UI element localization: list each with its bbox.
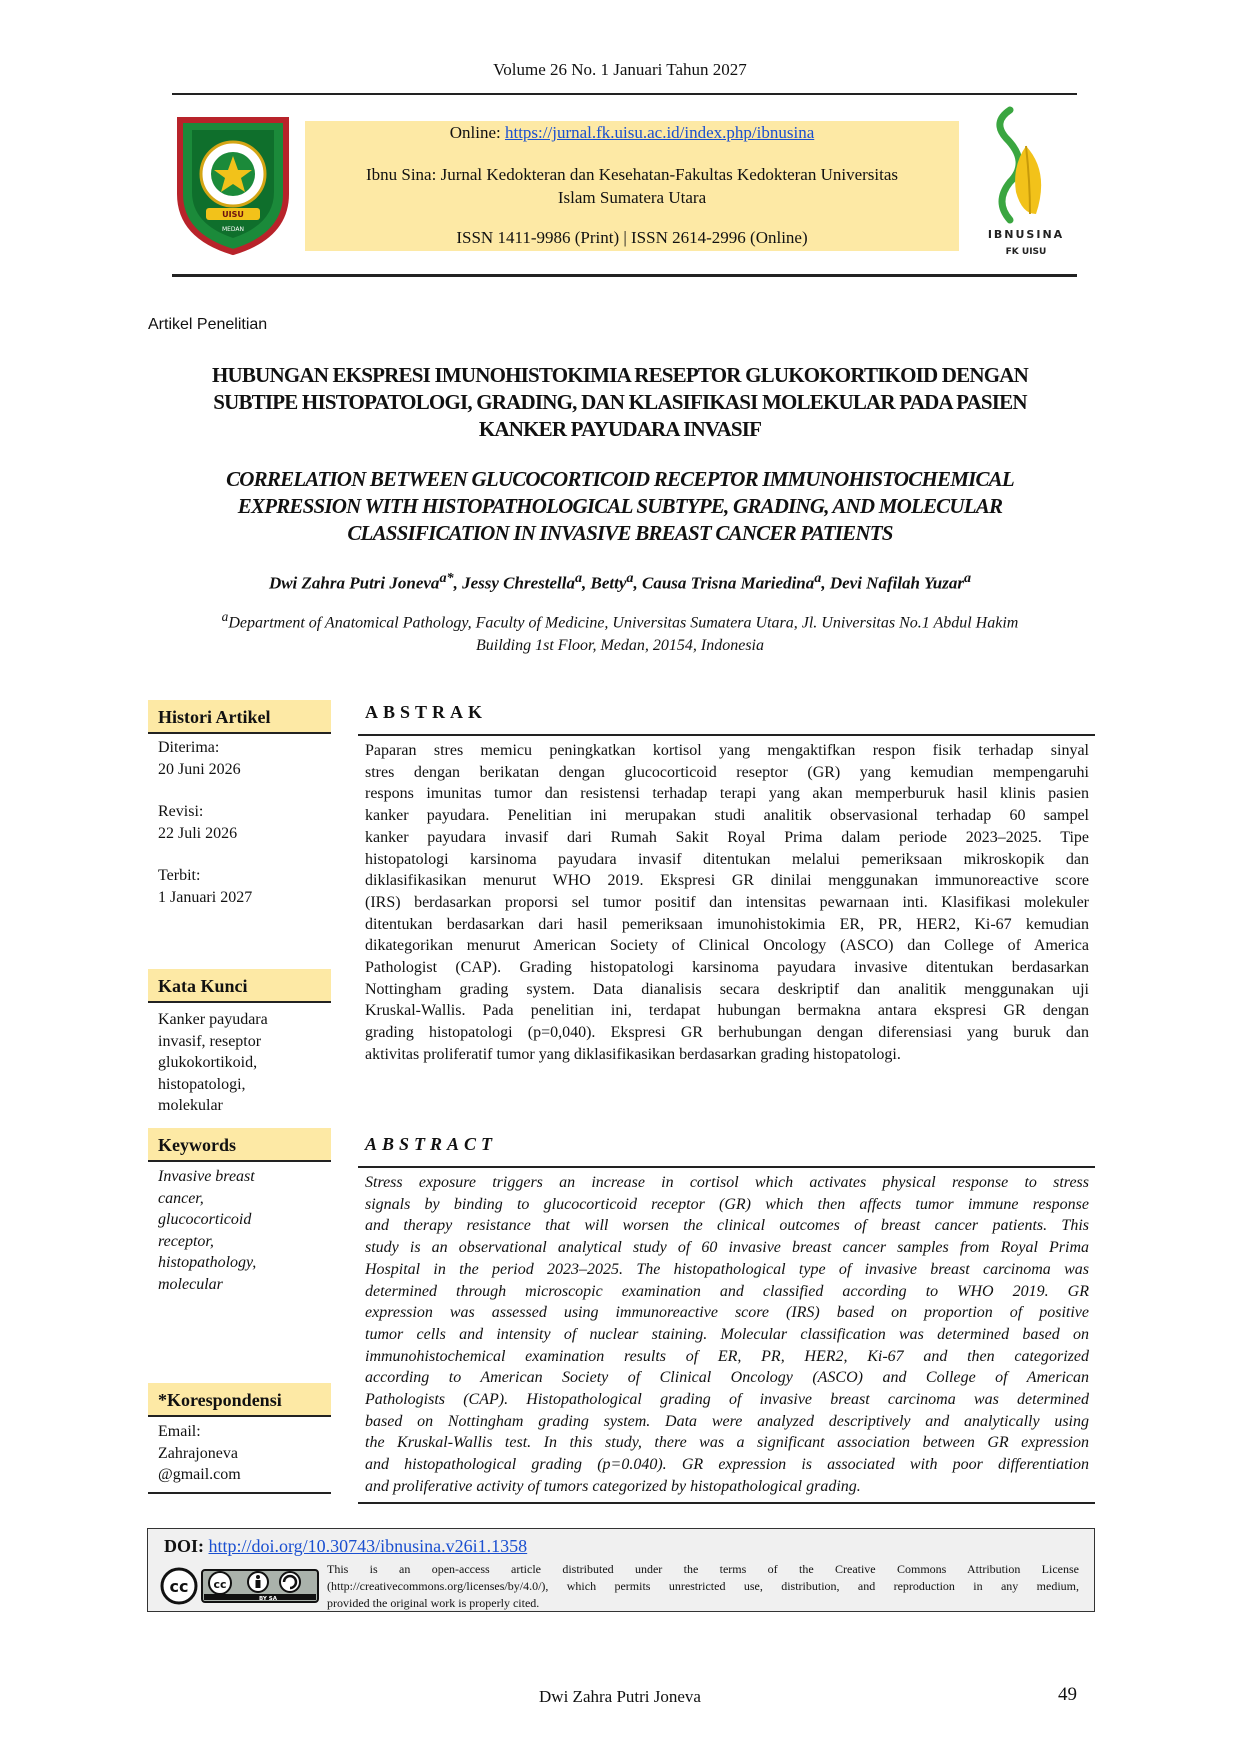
- published-date: 1 Januari 2027: [158, 888, 253, 906]
- abstract-line: Pathologists (CAP). Histopathological grading of invasive breast carcinoma was determined: [365, 1391, 1089, 1409]
- abstrak-top-rule: [358, 734, 1095, 736]
- title-id-line1: HUBUNGAN EKSPRESI IMUNOHISTOKIMIA RESEPTOR GLUKOKORTIKOID DENGAN: [211, 363, 1028, 387]
- title-en-line2: EXPRESSION WITH HISTOPATHOLOGICAL SUBTYPE, GRADING, AND MOLECULAR: [237, 494, 1003, 518]
- sidebar-bottom-rule: [148, 1492, 331, 1494]
- abstrak-line: diklasifikasikan menurut WHO 2019. Ekspresi GR dinilai menggunakan immunoreactive score: [365, 872, 1089, 890]
- abstract-line: the Kruskal-Wallis test. In this study, there was a significant association between GR expression: [365, 1434, 1089, 1452]
- title-id-line2: SUBTIPE HISTOPATOLOGI, GRADING, DAN KLASIFIKASI MOLEKULAR PADA PASIEN: [213, 390, 1027, 414]
- author-affil-mark: a: [814, 570, 822, 586]
- header-top-rule: [172, 93, 1077, 95]
- license-line: provided the original work is properly cited.: [327, 1596, 540, 1610]
- abstrak-body: [365, 740, 1089, 1066]
- author-name: Causa Trisna Mariedina: [642, 573, 815, 593]
- uisu-logo: [176, 116, 290, 256]
- affiliation-line2: Building 1st Floor, Medan, 20154, Indonesia: [476, 637, 764, 655]
- doi-line: [164, 1536, 527, 1557]
- abstract-line: tumor cells and intensity of nuclear staining. Molecular classification was determined based on: [365, 1325, 1089, 1343]
- journal-volume: Volume 26 No. 1 Januari Tahun 2027: [493, 60, 747, 79]
- abstract-line: and therapy resistance that will worsen the clinical outcomes of breast cancer patients. This: [365, 1217, 1089, 1235]
- author-name: Dwi Zahra Putri Joneva: [268, 573, 440, 593]
- uisu-logo-city: MEDAN: [221, 226, 245, 233]
- journal-name-line2: Islam Sumatera Utara: [557, 188, 707, 207]
- header-bottom-rule: [172, 274, 1077, 277]
- received-date: 20 Juni 2026: [158, 760, 241, 778]
- abstrak-line: Paparan stres memicu peningkatkan kortisol yang mengaktifkan respon fisik terhadap sinyal: [365, 742, 1089, 759]
- received-label: Diterima:: [158, 739, 220, 756]
- abstract-line: expression was assessed using immunoreactive score (IRS) based on proportion of positive: [365, 1304, 1089, 1322]
- abstract-line: Stress exposure triggers an increase in cortisol which activates physical response to stress: [365, 1174, 1089, 1191]
- abstract-line: and proliferative activity of tumors categorized by histopathological grading.: [365, 1477, 861, 1495]
- author-affil-mark: a: [626, 570, 634, 586]
- ibnusina-logo-sub: FK UISU: [1005, 247, 1047, 257]
- doi-label: DOI:: [164, 1536, 209, 1556]
- keywords-list: [158, 1166, 333, 1295]
- abstrak-line: respons imunitas tumor dan resistensi terhadap terapi yang akan memperburuk hasil klinis pasien: [365, 785, 1089, 803]
- abstract-line: determined through microscopic examination and classified according to WHO 2019. GR: [365, 1282, 1089, 1300]
- history-dates: [158, 737, 333, 908]
- abstrak-line: grading histopatologi (p=0,040). Ekspresi GR berhubungan dengan diferensiasi yang buruk dan: [365, 1024, 1089, 1042]
- journal-info-box: [305, 121, 959, 251]
- footer-author: Dwi Zahra Putri Joneva: [539, 1687, 701, 1706]
- author-affil-mark: a: [574, 570, 583, 586]
- title-en-line3: CLASSIFICATION IN INVASIVE BREAST CANCER PATIENTS: [347, 521, 893, 545]
- abstrak-line: Kruskal-Wallis. Pada penelitian ini, terdapat hubungan bermakna antara ekspresi GR dengan: [365, 1002, 1089, 1020]
- author-name: Jessy Chrestella: [462, 573, 575, 593]
- keyword-id-line: histopatologi,: [158, 1075, 246, 1093]
- abstract-top-rule: [358, 1166, 1095, 1168]
- history-heading: Histori Artikel: [148, 700, 331, 734]
- keyword-en-line: cancer,: [158, 1189, 204, 1207]
- affiliation-mark: a: [221, 609, 229, 624]
- abstract-bottom-rule: [358, 1502, 1095, 1504]
- abstrak-line: dikategorikan menurut American Society of Clinical Oncology (ASCO) dan College of America: [365, 937, 1089, 955]
- revised-label: Revisi:: [158, 803, 204, 820]
- abstrak-line: Nottingham grading system. Data dianalisis secara deskriptif dan analitik menggunakan uji: [365, 980, 1089, 998]
- kata-kunci-list: [158, 1009, 333, 1117]
- keyword-en-line: glucocorticoid: [158, 1211, 252, 1228]
- abstract-line: based on Nottingham grading system. Data were analyzed descriptively and analytically using: [365, 1412, 1089, 1430]
- title-id-line3: KANKER PAYUDARA INVASIF: [478, 417, 762, 441]
- journal-url-link[interactable]: https://jurnal.fk.uisu.ac.id/index.php/ibnusina: [504, 123, 815, 142]
- abstract-line: signals by binding to glucocorticoid receptor (GR) which then affects tumor immune response: [365, 1195, 1089, 1213]
- affiliation-line1: Department of Anatomical Pathology, Faculty of Medicine, Universitas Sumatera Utara, Jl. Universitas No.1 Abdul Hakim: [228, 614, 1019, 632]
- keyword-id-line: Kanker payudara: [158, 1011, 268, 1028]
- abstrak-line: (IRS) berdasarkan proporsi sel tumor positif dan intensitas pewarnaan inti. Klasifikasi molekuler: [365, 893, 1089, 911]
- abstract-heading: ABSTRACT: [365, 1134, 498, 1154]
- author-affil-mark: a*: [439, 570, 454, 586]
- affiliation: [145, 605, 1095, 657]
- abstrak-line: histopatologi karsinoma payudara invasif ditentukan melalui pemeriksaan mikroskopik dan: [365, 850, 1089, 868]
- abstract-line: according to American Society of Clinical Oncology (ASCO) and College of American: [365, 1369, 1089, 1387]
- kata-kunci-heading: Kata Kunci: [148, 969, 331, 1003]
- license-line: (http://creativecommons.org/licenses/by/4.0/), which permits unrestricted use, distribution, and reproduction in any medium,: [327, 1579, 1079, 1593]
- abstrak-line: kanker payudara invasif dari Rumah Sakit Royal Prima dalam periode 2023–2025. Tipe: [365, 828, 1089, 846]
- keywords-heading: Keywords: [148, 1128, 331, 1162]
- cc-license-badge[interactable]: [160, 1567, 320, 1605]
- online-label: Online:: [449, 123, 505, 142]
- keyword-id-line: invasif, reseptor: [158, 1032, 262, 1050]
- author-name: Devi Nafilah Yuzar: [829, 573, 964, 593]
- abstrak-line: aktivitas proliferatif tumor yang diklasifikasikan berdasarkan grading histopatologi.: [365, 1045, 901, 1063]
- correspondence-line: Zahrajoneva: [158, 1444, 238, 1462]
- svg-text:cc: cc: [213, 1578, 227, 1591]
- revised-date: 22 Juli 2026: [158, 824, 238, 842]
- article-type: Artikel Penelitian: [148, 316, 268, 333]
- keyword-en-line: molecular: [158, 1275, 223, 1293]
- abstrak-line: stres dengan berikatan dengan glucocorticoid reseptor (GR) yang kemudian mempengaruhi: [365, 763, 1089, 781]
- correspondence-line: @gmail.com: [158, 1466, 241, 1483]
- abstract-line: immunohistochemical examination results of ER, PR, HER2, Ki-67 and then categorized: [365, 1347, 1089, 1365]
- author-affil-mark: a: [963, 570, 972, 586]
- svg-text:cc: cc: [169, 1577, 189, 1596]
- correspondence-info: [158, 1421, 333, 1486]
- abstract-line: study is an observational analytical study of 60 invasive breast cancer samples from Royal Prima: [365, 1239, 1089, 1257]
- keyword-id-line: molekular: [158, 1097, 223, 1114]
- abstrak-line: Pathologist (CAP). Grading histopatologi karsinoma payudara invasive ditentukan berdasarkan: [365, 959, 1089, 977]
- journal-issn: ISSN 1411-9986 (Print) | ISSN 2614-2996 (Online): [456, 228, 808, 247]
- page-number: 49: [1058, 1684, 1077, 1705]
- published-label: Terbit:: [158, 867, 201, 884]
- keyword-en-line: histopathology,: [158, 1254, 257, 1271]
- author-list: Dwi Zahra Putri Joneva$^{a*}$, Jessy Chrestella$^a$, Betty$^a$, Causa Trisna Mariedina$^a$, Devi Nafilah Yuzar$^a$: [268, 570, 972, 593]
- ibnusina-logo-name: IBNUSINA: [987, 228, 1065, 241]
- ibnusina-logo: [970, 102, 1082, 260]
- journal-name-line1: Ibnu Sina: Jurnal Kedokteran dan Kesehatan-Fakultas Kedokteran Universitas: [365, 165, 899, 184]
- doi-license-box: [147, 1528, 1095, 1612]
- abstract-body: [365, 1172, 1089, 1498]
- correspondence-heading: *Korespondensi: [148, 1383, 331, 1417]
- abstrak-line: kanker payudara. Penelitian ini merupakan studi analitik observasional terhadap 60 sampel: [365, 807, 1089, 825]
- license-text: [327, 1561, 1079, 1612]
- cc-badge-text: BY SA: [258, 1596, 278, 1602]
- author-name: Betty: [590, 573, 627, 593]
- keyword-en-line: Invasive breast: [158, 1168, 255, 1185]
- keyword-en-line: receptor,: [158, 1232, 214, 1250]
- abstract-line: Hospital in the period 2023–2025. The histopathological type of invasive breast carcinoma was: [365, 1260, 1089, 1278]
- abstrak-heading: ABSTRAK: [365, 702, 488, 722]
- title-en-line1: CORRELATION BETWEEN GLUCOCORTICOID RECEPTOR IMMUNOHISTOCHEMICAL: [226, 467, 1014, 491]
- abstract-line: and histopathological grading (p=0.040). GR expression is associated with poor differentiation: [365, 1456, 1089, 1474]
- abstrak-line: ditentukan berdasarkan dari hasil pemeriksaan imunohistokimia ER, PR, HER2, Ki-67 kemudian: [365, 915, 1089, 933]
- uisu-logo-banner: UISU: [222, 210, 244, 219]
- doi-link[interactable]: http://doi.org/10.30743/ibnusina.v26i1.1358: [208, 1536, 528, 1556]
- correspondence-line: Email:: [158, 1423, 201, 1440]
- license-line: This is an open-access article distributed under the terms of the Creative Commons Attribution License: [327, 1562, 1079, 1576]
- keyword-id-line: glukokortikoid,: [158, 1054, 258, 1071]
